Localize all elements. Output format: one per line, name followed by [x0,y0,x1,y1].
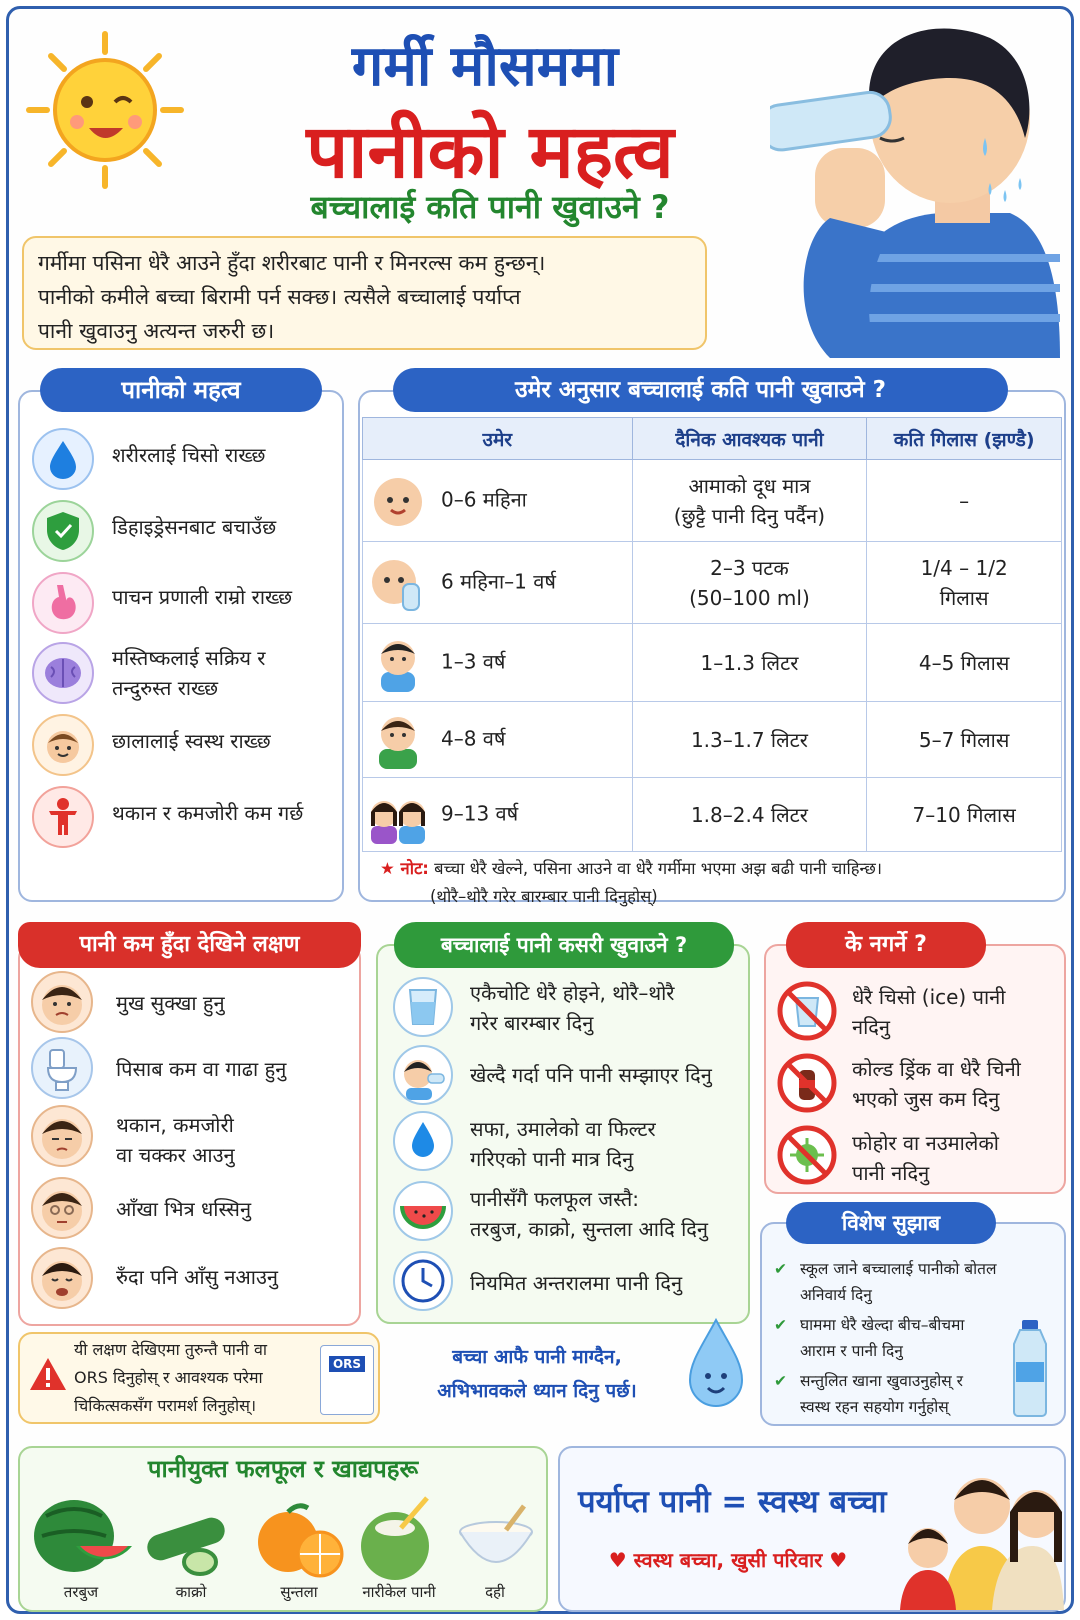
title-line-1: गर्मी मौसममा [351,34,619,99]
how-to-label: सफा, उमालेको वा फिल्टर [470,1117,656,1141]
how-to-label: गरिएको पानी मात्र दिनु [470,1147,634,1171]
glasses-cell: 4–5 गिलास [918,650,1010,675]
table-row [363,624,1062,702]
orange-icon [250,1498,350,1582]
header-glasses: कति गिलास (झण्डै) [867,418,1062,460]
warning-icon [28,1356,68,1392]
title-line-2: पानीको महत्व [306,109,674,195]
food-label: नारीकेल पानी [362,1583,436,1601]
symptom-label: थकान, कमजोरी [116,1113,234,1137]
how-to-label: खेल्दै गर्दा पनि पानी सम्झाएर दिनु [470,1063,712,1087]
child-icon [369,711,427,769]
table-header-row [363,418,1062,460]
brain-icon [32,642,94,704]
baby-bottle-icon [369,554,427,612]
clean-water-drop-icon [392,1110,454,1172]
age-cell: 0–6 महिना [441,487,527,511]
reminder-line: बच्चा आफै पानी माग्दैन, [452,1346,622,1368]
warning-line: ORS दिनुहोस् र आवश्यक परेमा [74,1368,263,1387]
tip-label: स्वस्थ रहन सहयोग गर्नुहोस् [800,1398,949,1416]
age-cell: 4–8 वर्ष [441,726,506,750]
no-ice-water-icon [776,980,838,1042]
slogan-text: पर्याप्त पानी = स्वस्थ बच्चा [578,1484,887,1520]
water-drop-mascot-icon [676,1316,756,1416]
dry-mouth-face-icon [30,970,94,1034]
foods-title: पानीयुक्त फलफूल र खाद्यपहरू [147,1455,419,1483]
age-table-title: उमेर अनुसार बच्चालाई कति पानी खुवाउने ? [393,368,1008,412]
reminder-line: अभिभावकले ध्यान दिनु पर्छ। [437,1380,637,1402]
water-cell-note: (छुट्टै पानी दिनु पर्दैन) [673,503,826,528]
stomach-icon [32,572,94,634]
table-row [363,460,1062,542]
note-line: (थोरै–थोरै गरेर बारम्बार पानी दिनुहोस्) [430,887,658,906]
intro-line: पानी खुवाउनु अत्यन्त जरुरी छ। [38,319,275,343]
symptom-label: रुँदा पनि आँसु नआउनु [116,1265,279,1289]
water-cell-note: (50–100 ml) [689,585,810,610]
age-water-table [362,417,1062,852]
ors-label: ORS [329,1356,365,1372]
cucumber-icon [140,1506,240,1582]
water-cell: 2–3 पटक [710,555,789,580]
age-cell: 1–3 वर्ष [441,649,506,673]
siblings-icon [369,786,427,844]
tagline-text [578,1546,878,1573]
tagline-label: स्वस्थ बच्चा, खुसी परिवार [633,1548,823,1572]
donts-title: के नगर्ने ? [786,922,986,968]
age-cell: 9–13 वर्ष [441,801,519,825]
boy-drinking-water-illustration [770,18,1070,358]
watermelon-icon [26,1496,136,1582]
glasses-cell-note: गिलास [939,585,989,610]
smiling-sun-icon [25,30,185,190]
tips-title: विशेष सुझाब [786,1202,996,1244]
warning-line: चिकित्सकसँग परामर्श लिनुहोस्। [74,1396,257,1415]
glasses-cell: 7–10 गिलास [912,802,1016,827]
note-line: बच्चा धेरै खेल्ने, पसिना आउने वा धेरै गर्मीमा भएमा अझ बढी पानी चाहिन्छ। [434,859,883,878]
how-to-label: पानीसँगै फलफूल जस्तै: [470,1187,640,1211]
parent-reminder [392,1340,682,1408]
toilet-icon [30,1036,94,1100]
heart-icon: ♥ [608,1548,627,1572]
dont-label: नदिनु [852,1015,890,1039]
water-bottle-icon [1006,1318,1054,1418]
water-drop-icon [32,428,94,490]
importance-label: थकान र कमजोरी कम गर्छ [112,801,304,825]
shield-icon [32,500,94,562]
dont-label: पानी नदिनु [852,1161,930,1185]
check-icon: ✔ [774,1260,787,1278]
how-to-label: गरेर बारम्बार दिनु [470,1011,594,1035]
water-cell: 1–1.3 लिटर [700,650,799,675]
header-age: उमेर [363,418,633,460]
tip-item [774,1312,1004,1364]
glasses-cell: 5–7 गिलास [918,727,1010,752]
tip-label: अनिवार्य दिनु [800,1286,872,1304]
heart-icon: ♥ [829,1548,848,1572]
how-to-title: बच्चालाई पानी कसरी खुवाउने ? [394,922,734,968]
watermelon-slice-icon [392,1180,454,1242]
curd-bowl-icon [452,1504,542,1584]
importance-label: पाचन प्रणाली राम्रो राख्छ [112,585,293,609]
water-cell: 1.8–2.4 लिटर [690,802,808,827]
glasses-cell: 1/4 – 1/2 [920,555,1008,580]
ors-packet-icon [320,1345,374,1415]
no-germs-icon [776,1124,838,1186]
tip-item [774,1256,1004,1308]
symptom-label: पिसाब कम वा गाढा हुनु [116,1057,287,1081]
child-face-icon [32,714,94,776]
no-cold-drink-icon [776,1052,838,1114]
header-daily-water: दैनिक आवश्यक पानी [632,418,867,460]
table-row [363,778,1062,852]
crying-child-icon [30,1246,94,1310]
tip-label: स्कूल जाने बच्चालाई पानीको बोतल [800,1260,997,1278]
importance-label: मस्तिष्कलाई सक्रिय र [112,646,266,670]
how-to-label: तरबुज, काक्रो, सुन्तला आदि दिनु [470,1217,709,1241]
glass-of-water-icon [392,976,454,1038]
food-label: सुन्तला [280,1583,318,1601]
warning-line: यी लक्षण देखिएमा तुरुन्तै पानी वा [74,1340,268,1359]
symptom-label: वा चक्कर आउनु [116,1143,235,1167]
dont-label: फोहोर वा नउमालेको [852,1131,999,1155]
importance-label: तन्दुरुस्त राख्छ [112,676,219,700]
check-icon: ✔ [774,1316,787,1334]
table-row [363,542,1062,624]
check-icon: ✔ [774,1372,787,1390]
water-cell: 1.3–1.7 लिटर [690,727,808,752]
person-icon [32,786,94,848]
importance-label: शरीरलाई चिसो राख्छ [112,443,266,467]
table-note [380,855,1060,911]
dont-label: धेरै चिसो (ice) पानी [852,985,1006,1009]
tired-face-icon [30,1104,94,1168]
table-row [363,702,1062,778]
food-label: दही [485,1583,505,1601]
note-label: ★ नोट: [380,859,429,878]
symptom-label: आँखा भित्र धस्सिनु [116,1197,252,1221]
happy-family-illustration [896,1450,1064,1610]
tip-item [774,1368,1004,1420]
importance-label: छालालाई स्वस्थ राख्छ [112,729,271,753]
baby-icon [369,472,427,530]
warning-text [74,1336,267,1420]
water-cell: आमाको दूध मात्र [688,473,811,498]
food-label: तरबुज [63,1583,99,1601]
sunken-eyes-face-icon [30,1176,94,1240]
importance-title: पानीको महत्व [40,368,322,412]
food-label: काक्रो [175,1583,207,1601]
tip-label: घाममा धेरै खेल्दा बीच–बीचमा [800,1316,965,1334]
symptom-label: मुख सुक्खा हुनु [116,991,225,1015]
child-drinking-icon [392,1044,454,1106]
coconut-water-icon [355,1494,445,1584]
subtitle: बच्चालाई कति पानी खुवाउने ? [310,188,670,226]
intro-line: गर्मीमा पसिना धेरै आउने हुँदा शरीरबाट पानी र मिनरल्स कम हुन्छन्। [38,251,546,275]
glasses-cell: – [959,488,970,513]
tip-label: आराम र पानी दिनु [800,1342,903,1360]
symptoms-title: पानी कम हुँदा देखिने लक्षण [18,922,361,968]
dont-label: कोल्ड ड्रिंक वा धेरै चिनी [852,1057,1021,1081]
tips-list [774,1256,1004,1420]
intro-box [22,236,707,350]
how-to-label: एकैचोटि धेरै होइने, थोरै–थोरै [470,981,675,1005]
intro-line: पानीको कमीले बच्चा बिरामी पर्न सक्छ। त्यसैले बच्चालाई पर्याप्त [38,285,521,309]
age-cell: 6 महिना–1 वर्ष [441,569,556,593]
clock-icon [392,1250,454,1312]
tip-label: सन्तुलित खाना खुवाउनुहोस् र [800,1372,964,1390]
dont-label: भएको जुस कम दिनु [852,1087,1000,1111]
importance-label: डिहाइड्रेसनबाट बचाउँछ [112,515,277,539]
toddler-icon [369,634,427,692]
how-to-label: नियमित अन्तरालमा पानी दिनु [470,1271,683,1295]
